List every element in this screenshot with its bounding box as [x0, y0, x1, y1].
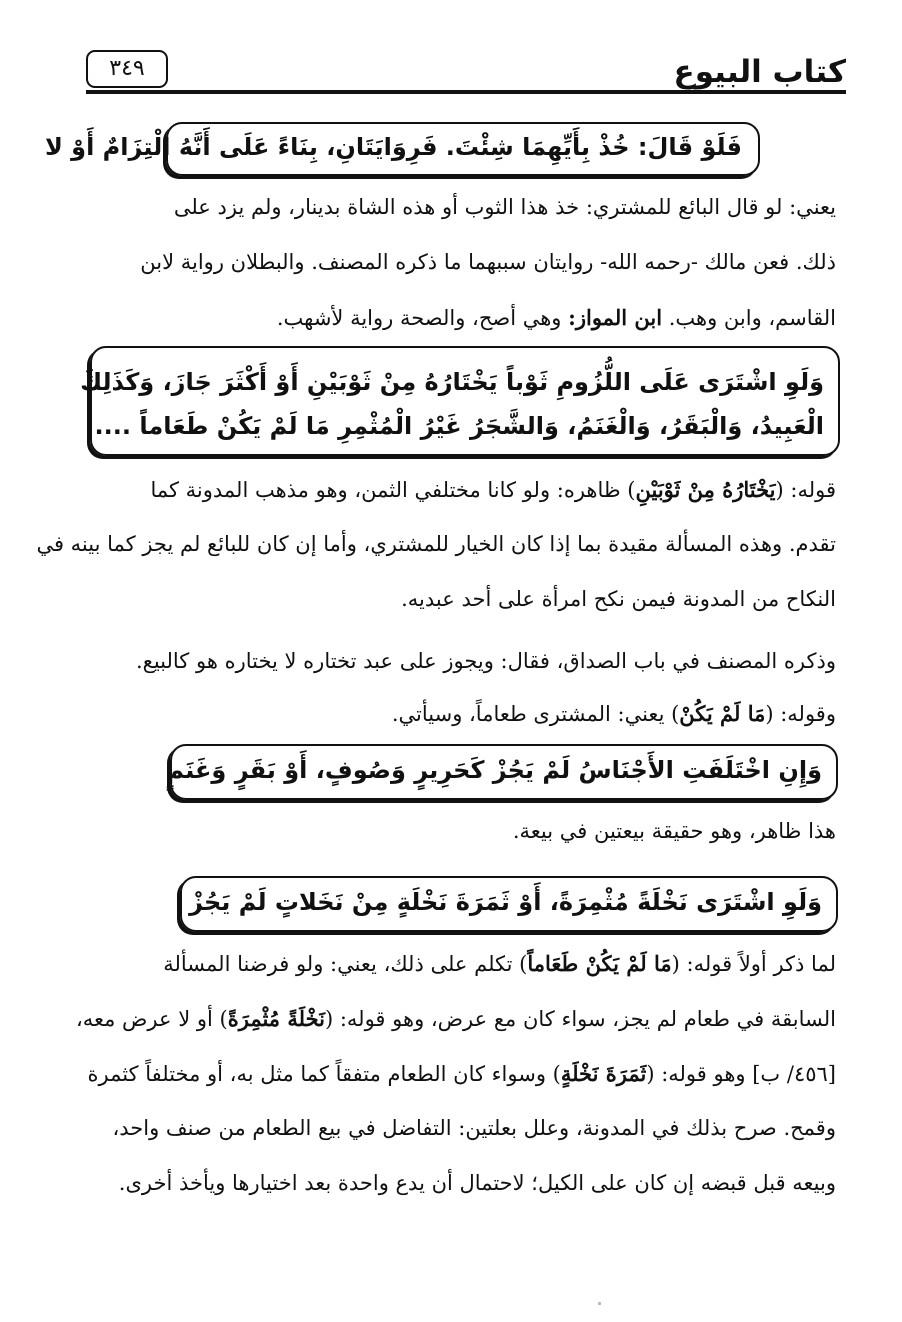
page-number: ٣٤٩ [86, 50, 168, 88]
commentary-4-line-1: لما ذكر أولاً قوله: (مَا لَمْ يَكُنْ طَعَاماً) تكلم على ذلك، يعني: ولو فرضنا المسألة [163, 951, 836, 976]
page-header [86, 50, 846, 98]
commentary-2-line-3: النكاح من المدونة فيمن نكح امرأة على أحد عبديه. [401, 587, 836, 611]
commentary-2 [36, 462, 836, 739]
scan-speck [598, 1302, 601, 1305]
header-rule [86, 90, 846, 94]
matn-box-3 [166, 744, 838, 800]
commentary-4-line-3: [٤٥٦/ ب] وهو قوله: (ثَمَرَةَ نَخْلَةٍ) وسواء كان الطعام متفقاً كما مثل به، أو مختلفاً كثمرة [87, 1061, 836, 1086]
commentary-1-line-1: يعني: لو قال البائع للمشتري: خذ هذا الثوب أو هذه الشاة بدينار، ولم يزد على [173, 195, 836, 219]
commentary-3-line-1: هذا ظاهر، وهو حقيقة بيعتين في بيعة. [512, 819, 836, 843]
matn-2-line-1: وَلَوِ اشْتَرَى عَلَى اللُّزُومِ ثَوْباً يَخْتَارُهُ مِنْ ثَوْبَيْنِ أَوْ أَكْثَرَ جَازَ، وَكَذَلِكَ [80, 368, 824, 396]
matn-quote: مَا لَمْ يَكُنْ طَعَاماً [527, 951, 672, 976]
commentary-2-line-1: قوله: (يَخْتَارُهُ مِنْ ثَوْبَيْنِ) ظاهره: ولو كانا مختلفي الثمن، وهو مذهب المدونة كما [150, 477, 836, 502]
matn-quote: ثَمَرَةَ نَخْلَةٍ [560, 1061, 647, 1086]
scholar-name: ابن المواز: [568, 305, 663, 330]
matn-1-line-1: فَلَوْ قَالَ: خُذْ بِأَيِّهِمَا شِئْتَ. فَرِوَايَتَانِ، بِنَاءً عَلَى أَنَّهُ الْتِزَامٌ أَوْ لا [44, 133, 742, 161]
matn-quote: نَخْلَةً مُثْمِرَةً [227, 1006, 325, 1031]
matn-box-2 [80, 346, 840, 456]
commentary-2-line-5: وقوله: (مَا لَمْ يَكُنْ) يعني: المشترى طعاماً، وسيأتي. [391, 701, 836, 726]
commentary-4-line-4: وقمح. صرح بذلك في المدونة، وعلل بعلتين: التفاضل في بيع الطعام من صنف واحد، [112, 1116, 836, 1140]
commentary-2-line-4: وذكره المصنف في باب الصداق، فقال: ويجوز على عبد تختاره لا يختاره هو كالبيع. [135, 649, 836, 673]
matn-box-1 [44, 122, 760, 176]
commentary-1 [96, 180, 836, 345]
matn-quote: يَخْتَارُهُ مِنْ ثَوْبَيْنِ [635, 477, 776, 502]
matn-3-line-1: وَإِنِ اخْتَلَفَتِ الأَجْنَاسُ لَمْ يَجُزْ كَحَرِيرٍ وَصُوفٍ، أَوْ بَقَرٍ وَغَنَمٍ [166, 756, 822, 784]
commentary-1-line-3: القاسم، وابن وهب. ابن المواز: وهي أصح، والصحة رواية لأشهب. [276, 305, 836, 330]
commentary-4 [75, 936, 836, 1211]
matn-quote: مَا لَمْ يَكُنْ [679, 701, 766, 726]
matn-box-4 [180, 876, 838, 932]
commentary-3 [96, 808, 836, 854]
matn-2-line-2: الْعَبِيدُ، وَالْبَقَرُ، وَالْغَنَمُ، وَالشَّجَرُ غَيْرُ الْمُثْمِرِ مَا لَمْ يَكُنْ طَعَاماً .... [94, 412, 824, 440]
matn-4-line-1: وَلَوِ اشْتَرَى نَخْلَةً مُثْمِرَةً، أَوْ ثَمَرَةَ نَخْلَةٍ مِنْ نَخَلاتٍ لَمْ يَجُزْ [189, 888, 822, 916]
commentary-1-line-2: ذلك. فعن مالك -رحمه الله- روايتان سببهما ما ذكره المصنف. والبطلان رواية لابن [140, 250, 836, 274]
chapter-title: كتاب البيوع [673, 54, 846, 90]
commentary-4-line-2: السابقة في طعام لم يجز، سواء كان مع عرض، وهو قوله: (نَخْلَةً مُثْمِرَةً) أو لا عرض معه، [75, 1006, 836, 1031]
commentary-2-line-2: تقدم. وهذه المسألة مقيدة بما إذا كان الخيار للمشتري، وأما إن كان للبائع لم يجز كما بينه في [36, 532, 836, 556]
commentary-4-line-5: وبيعه قبل قبضه إن كان على الكيل؛ لاحتمال أن يدع واحدة بعد اختيارها ويأخذ أخرى. [118, 1171, 836, 1195]
